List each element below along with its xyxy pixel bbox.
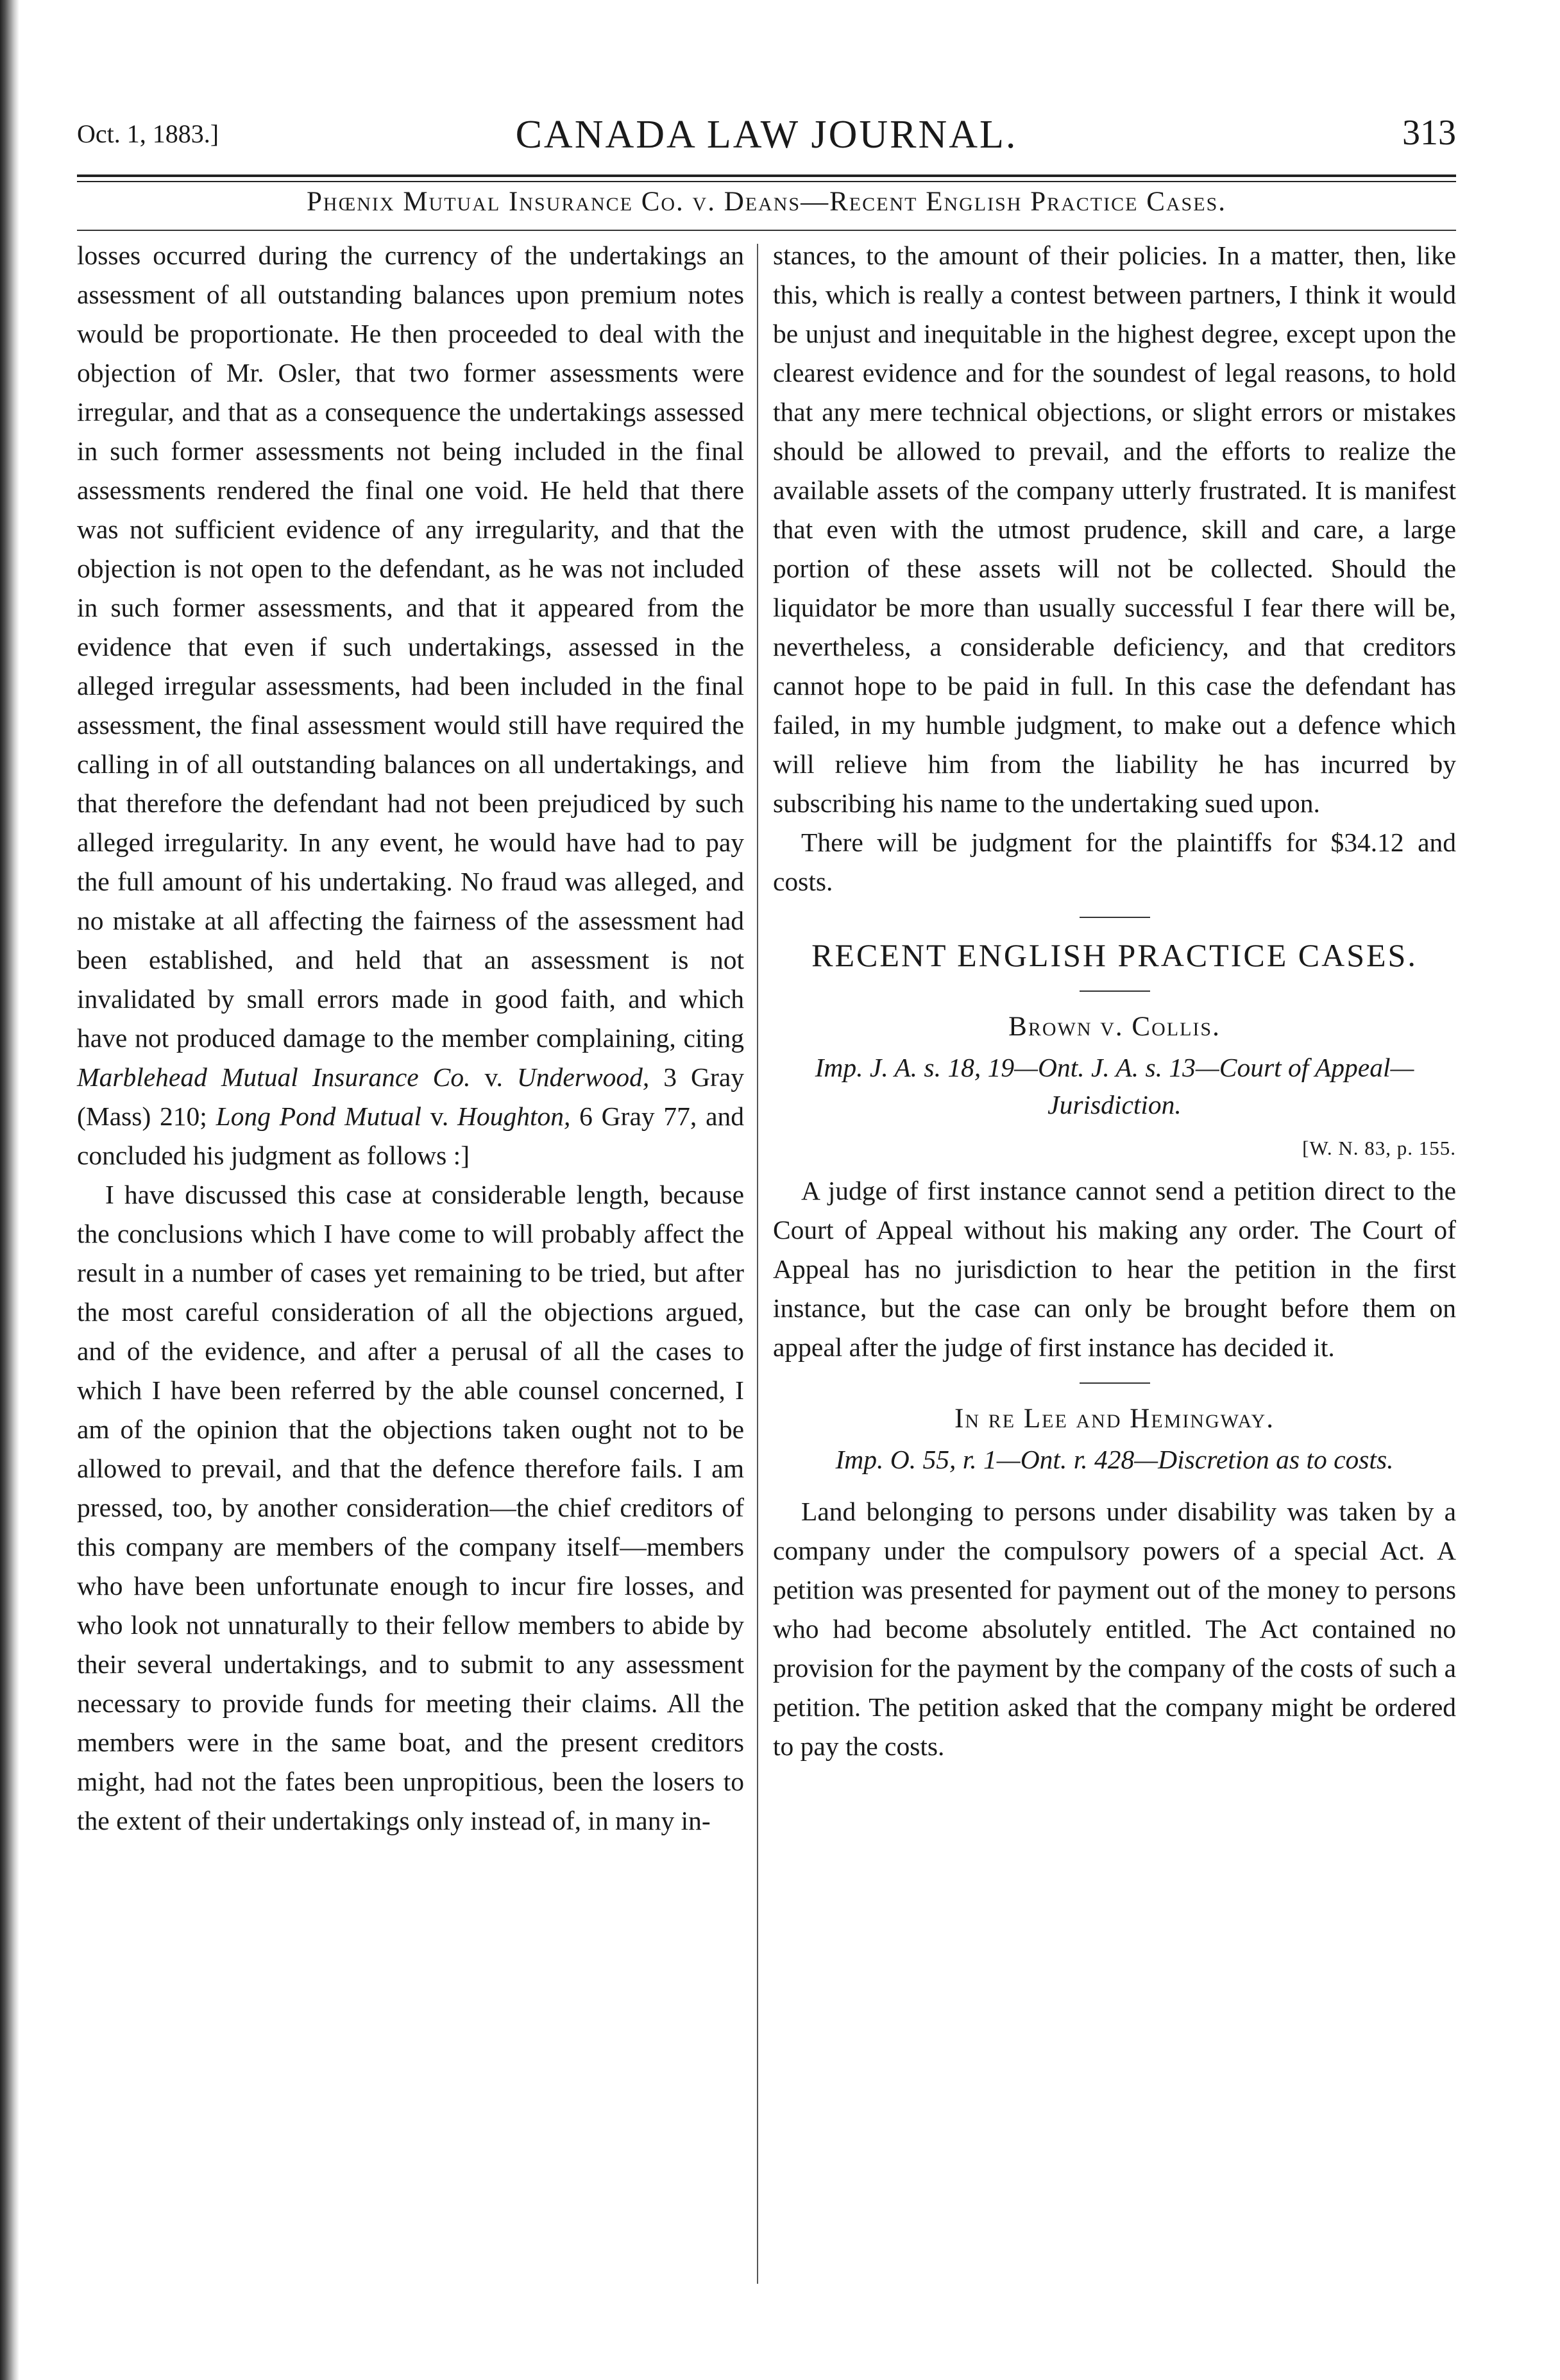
cite1-rest: 3 Gray (Mass) 210; (77, 1062, 744, 1131)
page-binding-edge (0, 0, 19, 2380)
header-rule (77, 174, 1456, 177)
running-head (77, 112, 1456, 170)
section-title-rule (1080, 990, 1150, 992)
section-title: RECENT ENGLISH PRACTICE CASES. (811, 937, 1418, 973)
right-paragraph-2: There will be judgment for the plaintiffs for $34.12 and costs. (773, 828, 1456, 896)
cite1-title: Marblehead Mutual Insurance Co. (77, 1062, 471, 1092)
case1-text: A judge of first instance cannot send a petition direct to the Court of Appeal without his making any order. The Court of Appeal has no jurisdiction to hear the petition in the first instance, but the case can only be brought before them on appeal after the judge of first instance has decided it. (773, 1176, 1456, 1362)
case-divider (1080, 1382, 1150, 1384)
journal-title: CANADA LAW JOURNAL. (515, 113, 1018, 157)
cite1-v: v. (484, 1062, 503, 1092)
case2-text: Land belonging to persons under disability was taken by a company under the compulsory powers of a special Act. A petition was presented for payment out of the money to persons who had become absolutely entitled. The Act contained no provision for the payment by the company of the costs of such a petition. The petition asked that the company might be ordered to pay the costs. (773, 1497, 1456, 1761)
left-paragraph-1 (77, 236, 744, 1175)
header-date: Oct. 1, 1883.] (77, 119, 219, 148)
case1-citation: [W. N. 83, p. 155. (1302, 1137, 1456, 1159)
cite2-title: Long Pond Mutual (216, 1101, 421, 1131)
page-number: 313 (1402, 113, 1456, 153)
left-paragraph-2: I have discussed this case at considerable length, because the conclusions which I have come to will probably affect the result in a number of cases yet remaining to be tried, but after the most careful consideration of all the objections argued, and of the evidence, and after a perusal of all the cases to which I have been referred by the able counsel concerned, I am of the opinion that the objections taken ought not to be allowed to prevail, and that the defence therefore fails. I am pressed, too, by another consideration—the chief creditors of this company are members of the company itself—members who have been unfortunate enough to incur fire losses, and who look not unnaturally to their fellow members to abide by their several undertakings, and to submit to any assessment necessary to provide funds for meeting their claims. All the members were in the same boat, and the present creditors might, had not the fates been unpropitious, been the losers to the extent of their undertakings only instead of, in many in- (77, 1180, 744, 1835)
left-para1-text: losses occurred during the currency of the undertakings an assessment of all outstanding balances upon premium notes would be proportionate. He then proceeded to deal with the objection of Mr. Osler, that two former assessments were irregular, and that as a consequence the undertakings assessed in such former assessments not being included in the final assessments rendered the final one void. He held that there was not sufficient evidence of any irregularity, and that the objection is not open to the defendant, as he was not included in such former assessments, and that it appeared from the evidence that even if such undertakings, assessed in the alleged irregular assessments, had been included in the final assessment, the final assessment would still have required the calling in of all outstanding balances on all undertakings, and that therefore the defendant had not been prejudiced by such alleged irregularity. In any event, he would have had to pay the full amount of his undertaking. No fraud was alleged, and no mistake at all affecting the fairness of the assessment had been established, and held that an assessment is not invalidated by small errors made in good faith, and which have not produced damage to the member complaining, citing (77, 241, 744, 1053)
subhead-rule (77, 230, 1456, 231)
case2-title: In re Lee and Hemingway. (954, 1404, 1275, 1434)
case1-title: Brown v. Collis. (1008, 1012, 1221, 1042)
section-divider (1080, 917, 1150, 918)
header-rule-thin (77, 181, 1456, 182)
cite2-v: v. (430, 1101, 449, 1131)
cite2-rest: 6 Gray 77, and concluded his judgment as follows :] (77, 1101, 744, 1170)
case1-headnote: Imp. J. A. s. 18, 19—Ont. J. A. s. 13—Court of Appeal—Jurisdiction. (815, 1053, 1414, 1119)
column-separator (757, 244, 758, 2284)
right-paragraph-1: stances, to the amount of their policies. In a matter, then, like this, which is really a contest between partners, I think it would be unjust and inequitable in the highest degree, except upon the clearest evidence and for the soundest of legal reasons, to hold that any mere technical objections, or slight errors or mistakes should be allowed to prevail, and the efforts to realize the available assets of the company utterly frustrated. It is manifest that even with the utmost prudence, skill and care, a large portion of these assets will not be collected. Should the liquidator be more than usually successful I fear there will be, nevertheless, a considerable deficiency, and that creditors cannot hope to be paid in full. In this case the defendant has failed, in my humble judgment, to make out a defence which will relieve him from the liability he has incurred by subscribing his name to the undertaking sued upon. (773, 241, 1456, 818)
cite2-party: Houghton, (457, 1101, 571, 1131)
left-column (77, 236, 744, 1840)
case2-headnote: Imp. O. 55, r. 1—Ont. r. 428—Discretion as to costs. (835, 1445, 1394, 1474)
cite1-party: Underwood, (516, 1062, 650, 1092)
right-column (773, 236, 1456, 1766)
page-subhead: Phœnix Mutual Insurance Co. v. Deans—Recent English Practice Cases. (307, 187, 1226, 217)
